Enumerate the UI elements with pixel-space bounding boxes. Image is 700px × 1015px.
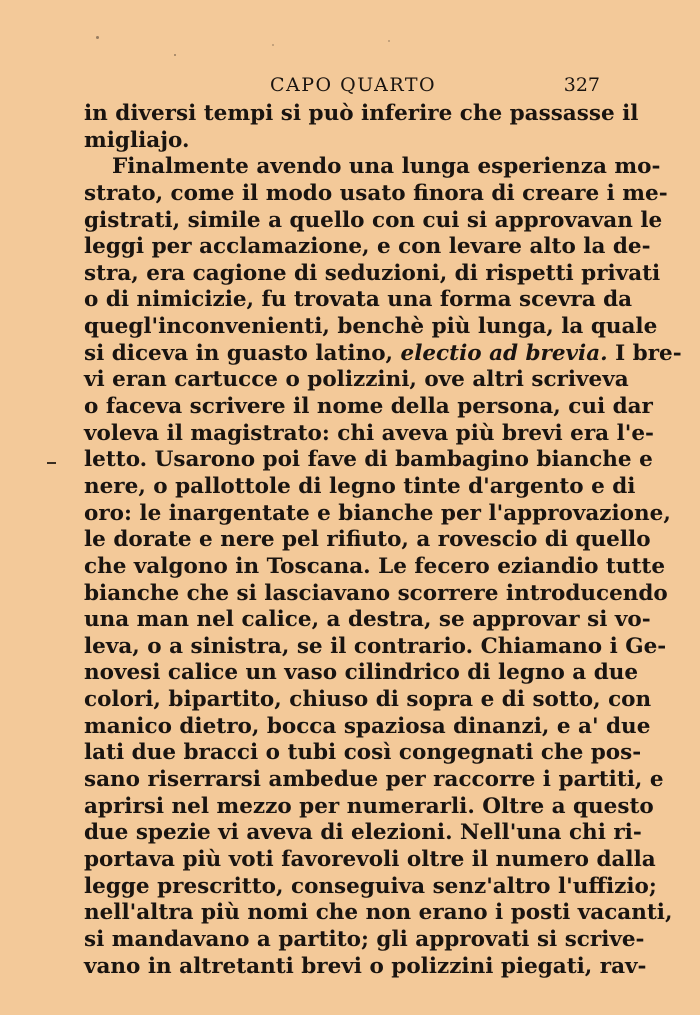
text-segment: I bre-: [607, 340, 682, 366]
text-line: le dorate e nere pel rifiuto, a rovescio di quello: [84, 527, 651, 553]
margin-mark: [47, 462, 56, 464]
running-title: CAPO QUARTO: [270, 74, 437, 96]
text-line-with-latin: [84, 340, 682, 368]
text-line: manico dietro, bocca spaziosa dinanzi, e a' due: [84, 713, 651, 739]
paper-speck: [272, 44, 274, 46]
text-line: nell'altra più nomi che non erano i posti vacanti,: [84, 900, 673, 926]
text-line: leggi per acclamazione, e con levare alto la de-: [84, 234, 651, 260]
text-line: vi eran cartucce o polizzini, ove altri scriveva: [84, 367, 629, 393]
text-line: oro: le inargentate e bianche per l'approvazione,: [84, 500, 671, 526]
paper-speck: [174, 54, 176, 56]
body-text: [84, 101, 682, 980]
text-line: legge prescritto, conseguiva senz'altro l'uffizio;: [84, 873, 657, 899]
text-line: colori, bipartito, chiuso di sopra e di sotto, con: [84, 687, 652, 713]
paper-speck: [388, 40, 390, 42]
text-line: che valgono in Toscana. Le fecero eziandio tutte: [84, 553, 666, 579]
running-head: [80, 70, 600, 100]
text-line: nere, o pallottole di legno tinte d'argento e di: [84, 473, 636, 499]
text-line: bianche che si lasciavano scorrere introducendo: [84, 580, 668, 606]
text-line: sano riserrarsi ambedue per raccorre i partiti, e: [84, 767, 664, 793]
text-line: novesi calice un vaso cilindrico di legno a due: [84, 660, 639, 686]
text-line: letto. Usarono poi fave di bambagino bianche e: [84, 447, 653, 473]
text-line: gistrati, simile a quello con cui si approvavan le: [84, 207, 663, 233]
text-line: strato, come il modo usato finora di creare i me-: [84, 180, 668, 206]
text-line: voleva il magistrato: chi aveva più brevi era l'e-: [84, 420, 654, 446]
text-line: o di nimicizie, fu trovata una forma scevra da: [84, 287, 633, 313]
page-number: 327: [563, 74, 600, 96]
text-line: in diversi tempi si può inferire che passasse il: [84, 101, 639, 126]
text-line: aprirsi nel mezzo per numerarli. Oltre a questo: [84, 793, 654, 819]
text-line: una man nel calice, a destra, se approvar si vo-: [84, 607, 651, 633]
text-line: portava più voti favorevoli oltre il numero dalla: [84, 846, 656, 872]
text-segment: si diceva in guasto latino,: [84, 340, 401, 366]
latin-phrase: electio ad brevia.: [400, 340, 608, 366]
text-line: si mandavano a partito; gli approvati si scrive-: [84, 926, 645, 952]
text-line: leva, o a sinistra, se il contrario. Chiamano i Ge-: [84, 633, 667, 659]
text-line: vano in altretanti brevi o polizzini piegati, rav-: [84, 953, 647, 979]
text-line: quegl'inconvenienti, benchè più lunga, la quale: [84, 314, 658, 340]
text-line: lati due bracci o tubi così congegnati che pos-: [84, 740, 642, 766]
text-line: stra, era cagione di seduzioni, di rispetti privati: [84, 260, 661, 286]
paragraph-first-line: Finalmente avendo una lunga esperienza mo-: [112, 154, 661, 180]
text-line: o faceva scrivere il nome della persona, cui dar: [84, 394, 653, 420]
text-line: migliajo.: [84, 127, 190, 153]
text-line: due spezie vi aveva di elezioni. Nell'una chi ri-: [84, 820, 642, 846]
paper-speck: [96, 36, 99, 39]
